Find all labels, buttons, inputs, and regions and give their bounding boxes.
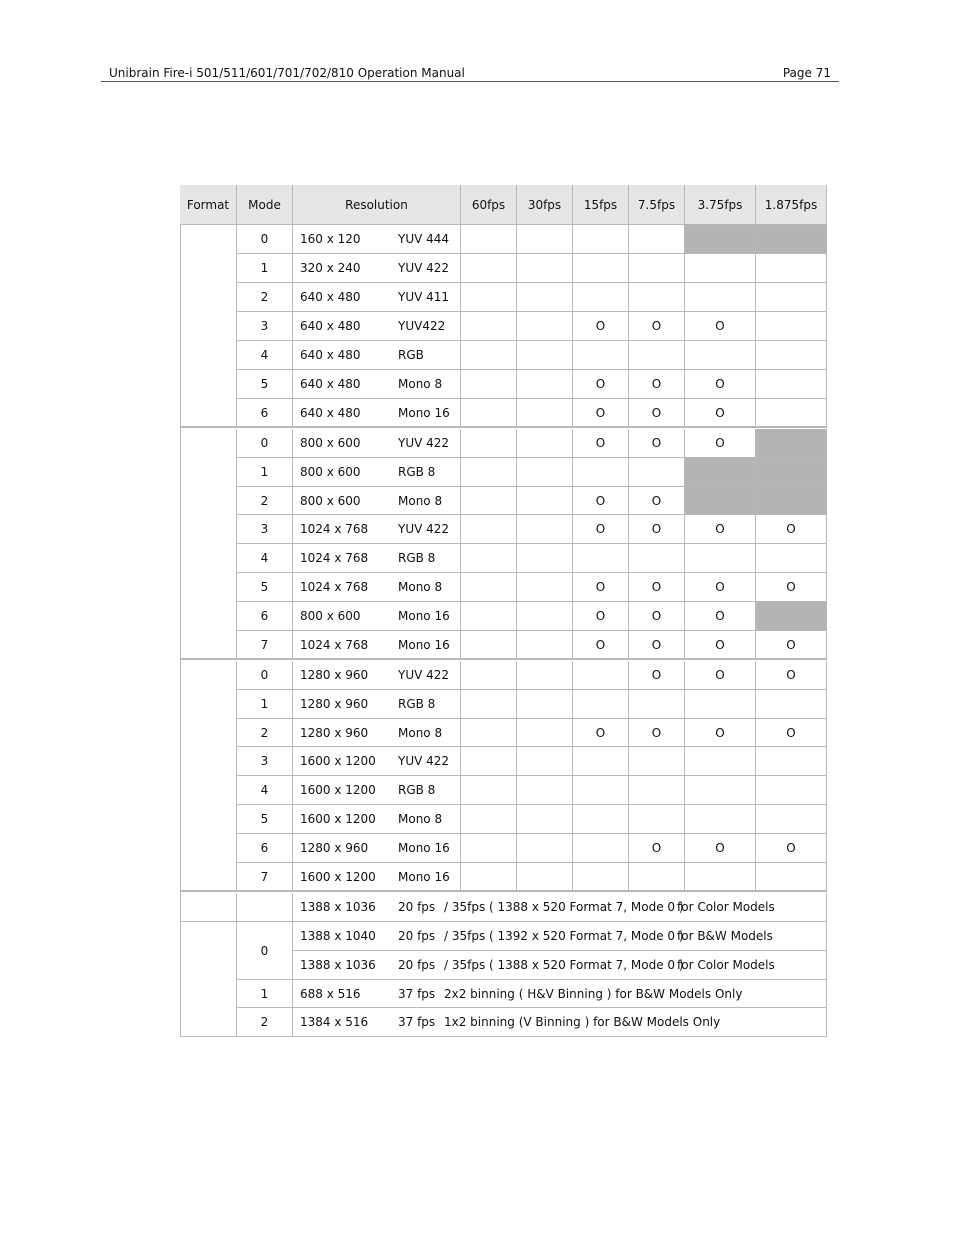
- resolution-value: 800 x 600: [300, 436, 361, 450]
- resolution-cell: [293, 573, 461, 602]
- fps-cell-1-875fps: [756, 254, 827, 283]
- fps-cell-15fps: [573, 747, 629, 776]
- fps-cell-7-5fps: [629, 458, 685, 487]
- fps-cell-1-875fps: [756, 283, 827, 312]
- mode-cell: 1: [237, 254, 293, 283]
- resolution-cell: [293, 283, 461, 312]
- fps-cell-3-75fps: O: [685, 661, 756, 690]
- fps-cell-3-75fps: [685, 747, 756, 776]
- fps-cell-7-5fps: [629, 690, 685, 719]
- column-header-format: Format: [180, 185, 237, 225]
- fps-cell-60fps: [461, 602, 517, 631]
- fps-cell-7-5fps: O: [629, 573, 685, 602]
- resolution-value: 1024 x 768: [300, 551, 369, 565]
- fps-cell-3-75fps: O: [685, 429, 756, 458]
- fps-cell-1-875fps: [756, 341, 827, 370]
- fps-cell-15fps: [573, 661, 629, 690]
- color-type: RGB 8: [398, 465, 436, 479]
- resolution-cell: [293, 661, 461, 690]
- resolution-value: 640 x 480: [300, 377, 361, 391]
- resolution-cell: [293, 834, 461, 863]
- fps-cell-7-5fps: [629, 341, 685, 370]
- resolution-value: 1388 x 1036: [300, 958, 376, 972]
- resolution-cell: [293, 370, 461, 399]
- fps-cell-1-875fps: [756, 805, 827, 834]
- color-type: YUV 444: [398, 232, 450, 246]
- fps-cell-1-875fps: [756, 863, 827, 891]
- fps-cell-7-5fps: [629, 283, 685, 312]
- format7-row: [293, 951, 827, 980]
- fps-cell-3-75fps: [685, 487, 756, 515]
- fps-cell-1-875fps: [756, 399, 827, 427]
- mode-cell: 7: [237, 863, 293, 891]
- column-header-30fps: 30fps: [517, 185, 573, 225]
- fps-cell-30fps: [517, 573, 573, 602]
- fps-cell-1-875fps: O: [756, 661, 827, 690]
- format-cell: [180, 922, 237, 1037]
- resolution-value: 1388 x 1040: [300, 929, 376, 943]
- format7-row: [293, 980, 827, 1008]
- fps-cell-60fps: [461, 487, 517, 515]
- fps-cell-30fps: [517, 225, 573, 254]
- fps-cell-1-875fps: [756, 458, 827, 487]
- fps-cell-60fps: [461, 690, 517, 719]
- fps-cell-60fps: [461, 515, 517, 544]
- fps-cell-60fps: [461, 254, 517, 283]
- fps-cell-3-75fps: [685, 458, 756, 487]
- group-divider: [180, 658, 827, 660]
- mode-cell: 6: [237, 602, 293, 631]
- fps-cell-7-5fps: [629, 225, 685, 254]
- mode-cell: 2: [237, 719, 293, 747]
- fps-cell-7-5fps: [629, 747, 685, 776]
- fps-cell-60fps: [461, 661, 517, 690]
- resolution-cell: [293, 690, 461, 719]
- mode-cell: 3: [237, 515, 293, 544]
- fps-cell-30fps: [517, 747, 573, 776]
- column-header-1-875fps: 1.875fps: [756, 185, 827, 225]
- frame-rate: 20 fps: [398, 958, 436, 972]
- column-header-3-75fps: 3.75fps: [685, 185, 756, 225]
- fps-cell-1-875fps: [756, 690, 827, 719]
- fps-cell-7-5fps: O: [629, 312, 685, 341]
- format-cell: [180, 429, 237, 659]
- fps-cell-3-75fps: O: [685, 399, 756, 427]
- mode-cell: [237, 893, 293, 922]
- fps-cell-15fps: [573, 544, 629, 573]
- color-type: Mono 8: [398, 580, 443, 594]
- fps-cell-30fps: [517, 487, 573, 515]
- fps-cell-3-75fps: O: [685, 370, 756, 399]
- fps-cell-15fps: O: [573, 602, 629, 631]
- color-type: RGB 8: [398, 697, 436, 711]
- fps-cell-15fps: [573, 776, 629, 805]
- fps-cell-3-75fps: [685, 283, 756, 312]
- mode-cell: 4: [237, 776, 293, 805]
- fps-cell-3-75fps: O: [685, 602, 756, 631]
- fps-cell-3-75fps: [685, 254, 756, 283]
- fps-cell-1-875fps: O: [756, 719, 827, 747]
- color-type: Mono 8: [398, 725, 443, 740]
- column-header-15fps: 15fps: [573, 185, 629, 225]
- fps-cell-1-875fps: O: [756, 573, 827, 602]
- fps-cell-1-875fps: [756, 312, 827, 341]
- fps-cell-1-875fps: [756, 602, 827, 631]
- fps-cell-30fps: [517, 690, 573, 719]
- group-divider: [180, 426, 827, 428]
- mode-cell: 6: [237, 399, 293, 427]
- resolution-value: 1600 x 1200: [300, 812, 376, 826]
- fps-cell-7-5fps: O: [629, 834, 685, 863]
- fps-cell-15fps: O: [573, 399, 629, 427]
- group-divider: [180, 890, 827, 892]
- resolution-cell: [293, 515, 461, 544]
- resolution-value: 1024 x 768: [300, 637, 369, 652]
- fps-cell-1-875fps: [756, 747, 827, 776]
- mode-cell: 0: [237, 661, 293, 690]
- resolution-value: 160 x 120: [300, 232, 361, 246]
- resolution-value: 1024 x 768: [300, 580, 369, 594]
- resolution-cell: [293, 747, 461, 776]
- fps-cell-3-75fps: [685, 225, 756, 254]
- mode-cell: 6: [237, 834, 293, 863]
- fps-cell-15fps: O: [573, 631, 629, 659]
- fps-cell-30fps: [517, 631, 573, 659]
- fps-cell-1-875fps: O: [756, 631, 827, 659]
- fps-cell-30fps: [517, 719, 573, 747]
- mode-note: / 35fps ( 1388 x 520 Format 7, Mode 0 ): [444, 900, 684, 914]
- color-type: Mono 16: [398, 405, 450, 420]
- resolution-value: 1280 x 960: [300, 668, 369, 682]
- fps-cell-7-5fps: [629, 254, 685, 283]
- fps-cell-30fps: [517, 515, 573, 544]
- fps-cell-60fps: [461, 776, 517, 805]
- mode-cell: 7: [237, 631, 293, 659]
- fps-cell-1-875fps: O: [756, 515, 827, 544]
- fps-cell-30fps: [517, 661, 573, 690]
- resolution-value: 640 x 480: [300, 319, 361, 333]
- fps-cell-30fps: [517, 254, 573, 283]
- fps-cell-7-5fps: O: [629, 370, 685, 399]
- fps-cell-1-875fps: O: [756, 834, 827, 863]
- color-type: Mono 8: [398, 377, 443, 391]
- mode-cell: 3: [237, 312, 293, 341]
- format-cell: [180, 893, 237, 922]
- fps-cell-7-5fps: O: [629, 487, 685, 515]
- fps-cell-7-5fps: [629, 863, 685, 891]
- color-type: YUV 422: [398, 261, 450, 275]
- mode-note: / 35fps ( 1388 x 520 Format 7, Mode 0 ): [444, 958, 684, 972]
- fps-cell-15fps: [573, 225, 629, 254]
- resolution-value: 1024 x 768: [300, 522, 369, 536]
- fps-cell-30fps: [517, 399, 573, 427]
- color-type: Mono 8: [398, 493, 443, 508]
- fps-cell-7-5fps: [629, 544, 685, 573]
- fps-cell-3-75fps: [685, 776, 756, 805]
- resolution-value: 1600 x 1200: [300, 869, 376, 884]
- mode-cell: 2: [237, 487, 293, 515]
- fps-cell-30fps: [517, 312, 573, 341]
- fps-cell-15fps: [573, 834, 629, 863]
- model-note: for B&W Models: [677, 929, 773, 943]
- resolution-cell: [293, 341, 461, 370]
- fps-cell-3-75fps: [685, 863, 756, 891]
- mode-cell: 1: [237, 458, 293, 487]
- fps-cell-3-75fps: [685, 544, 756, 573]
- fps-cell-30fps: [517, 863, 573, 891]
- color-type: RGB: [398, 348, 424, 362]
- color-type: RGB 8: [398, 783, 436, 797]
- color-type: YUV 422: [398, 754, 450, 768]
- fps-cell-7-5fps: O: [629, 719, 685, 747]
- fps-cell-15fps: O: [573, 429, 629, 458]
- mode-note: / 35fps ( 1392 x 520 Format 7, Mode 0 ): [444, 929, 684, 943]
- mode-cell: 0: [237, 225, 293, 254]
- resolution-cell: [293, 312, 461, 341]
- fps-cell-7-5fps: O: [629, 399, 685, 427]
- mode-cell: 5: [237, 370, 293, 399]
- fps-cell-7-5fps: O: [629, 602, 685, 631]
- fps-cell-30fps: [517, 370, 573, 399]
- fps-cell-30fps: [517, 834, 573, 863]
- resolution-cell: [293, 458, 461, 487]
- color-type: YUV 422: [398, 522, 450, 536]
- resolution-value: 320 x 240: [300, 261, 361, 275]
- resolution-value: 800 x 600: [300, 465, 361, 479]
- color-type: Mono 16: [398, 609, 450, 623]
- resolution-cell: [293, 399, 461, 427]
- mode-cell: 1: [237, 690, 293, 719]
- fps-cell-1-875fps: [756, 370, 827, 399]
- fps-cell-7-5fps: O: [629, 429, 685, 458]
- color-type: Mono 16: [398, 637, 450, 652]
- fps-cell-60fps: [461, 544, 517, 573]
- color-type: YUV 422: [398, 436, 450, 450]
- fps-cell-30fps: [517, 283, 573, 312]
- fps-cell-3-75fps: [685, 341, 756, 370]
- fps-cell-3-75fps: O: [685, 631, 756, 659]
- fps-cell-15fps: [573, 458, 629, 487]
- fps-cell-1-875fps: [756, 225, 827, 254]
- resolution-cell: [293, 805, 461, 834]
- fps-cell-3-75fps: O: [685, 515, 756, 544]
- fps-cell-7-5fps: O: [629, 631, 685, 659]
- mode-cell: 3: [237, 747, 293, 776]
- resolution-value: 640 x 480: [300, 348, 361, 362]
- fps-cell-15fps: [573, 283, 629, 312]
- fps-cell-30fps: [517, 458, 573, 487]
- resolution-value: 1384 x 516: [300, 1015, 369, 1029]
- column-header-60fps: 60fps: [461, 185, 517, 225]
- resolution-cell: [293, 776, 461, 805]
- fps-cell-3-75fps: O: [685, 573, 756, 602]
- fps-cell-15fps: O: [573, 312, 629, 341]
- fps-cell-60fps: [461, 399, 517, 427]
- fps-cell-3-75fps: O: [685, 312, 756, 341]
- frame-rate: 37 fps: [398, 986, 436, 1001]
- mode-cell: 1: [237, 980, 293, 1008]
- mode-cell: 2: [237, 1008, 293, 1037]
- fps-cell-3-75fps: [685, 805, 756, 834]
- resolution-value: 1388 x 1036: [300, 900, 376, 914]
- fps-cell-3-75fps: [685, 690, 756, 719]
- model-note: for Color Models: [677, 900, 775, 914]
- resolution-cell: [293, 863, 461, 891]
- fps-cell-60fps: [461, 805, 517, 834]
- color-type: YUV422: [398, 319, 446, 333]
- color-type: YUV 422: [398, 668, 450, 682]
- mode-cell: 5: [237, 805, 293, 834]
- fps-cell-15fps: [573, 690, 629, 719]
- fps-cell-60fps: [461, 573, 517, 602]
- fps-cell-15fps: [573, 805, 629, 834]
- mode-cell: 0: [237, 922, 293, 980]
- fps-cell-30fps: [517, 805, 573, 834]
- frame-rate: 20 fps: [398, 929, 436, 943]
- color-type: Mono 8: [398, 812, 443, 826]
- resolution-value: 688 x 516: [300, 986, 361, 1001]
- fps-cell-15fps: [573, 863, 629, 891]
- fps-cell-15fps: O: [573, 370, 629, 399]
- fps-cell-60fps: [461, 341, 517, 370]
- resolution-value: 1600 x 1200: [300, 783, 376, 797]
- format-cell: [180, 661, 237, 891]
- frame-rate: 20 fps: [398, 900, 436, 914]
- column-header-7-5fps: 7.5fps: [629, 185, 685, 225]
- resolution-value: 1600 x 1200: [300, 754, 376, 768]
- resolution-cell: [293, 254, 461, 283]
- format7-row: [293, 1008, 827, 1037]
- resolution-value: 1280 x 960: [300, 725, 369, 740]
- fps-cell-7-5fps: O: [629, 661, 685, 690]
- fps-cell-60fps: [461, 283, 517, 312]
- fps-cell-30fps: [517, 341, 573, 370]
- resolution-value: 640 x 480: [300, 405, 361, 420]
- fps-cell-60fps: [461, 225, 517, 254]
- resolution-cell: [293, 602, 461, 631]
- fps-cell-60fps: [461, 370, 517, 399]
- resolution-cell: [293, 544, 461, 573]
- mode-cell: 0: [237, 429, 293, 458]
- resolution-value: 800 x 600: [300, 609, 361, 623]
- fps-cell-7-5fps: [629, 776, 685, 805]
- format7-row: [293, 893, 827, 922]
- manual-title: Unibrain Fire-i 501/511/601/701/702/810 Operation Manual: [109, 66, 465, 80]
- mode-cell: 4: [237, 341, 293, 370]
- fps-cell-1-875fps: [756, 776, 827, 805]
- fps-cell-15fps: [573, 254, 629, 283]
- color-type: YUV 411: [398, 290, 450, 304]
- column-header-resolution: Resolution: [293, 185, 461, 225]
- fps-cell-3-75fps: O: [685, 719, 756, 747]
- fps-cell-60fps: [461, 458, 517, 487]
- fps-cell-60fps: [461, 863, 517, 891]
- resolution-value: 640 x 480: [300, 290, 361, 304]
- fps-cell-1-875fps: [756, 544, 827, 573]
- fps-cell-15fps: O: [573, 719, 629, 747]
- fps-cell-15fps: O: [573, 573, 629, 602]
- resolution-cell: [293, 487, 461, 515]
- color-type: Mono 16: [398, 841, 450, 855]
- fps-cell-60fps: [461, 747, 517, 776]
- mode-note: 2x2 binning ( H&V Binning ) for B&W Models Only: [444, 986, 743, 1001]
- fps-cell-30fps: [517, 776, 573, 805]
- fps-cell-3-75fps: O: [685, 834, 756, 863]
- column-header-mode: Mode: [237, 185, 293, 225]
- resolution-cell: [293, 225, 461, 254]
- fps-cell-30fps: [517, 544, 573, 573]
- fps-cell-1-875fps: [756, 487, 827, 515]
- mode-cell: 5: [237, 573, 293, 602]
- format-cell: [180, 225, 237, 427]
- fps-cell-1-875fps: [756, 429, 827, 458]
- fps-cell-7-5fps: [629, 805, 685, 834]
- mode-cell: 2: [237, 283, 293, 312]
- fps-cell-60fps: [461, 429, 517, 458]
- resolution-value: 800 x 600: [300, 493, 361, 508]
- color-type: RGB 8: [398, 551, 436, 565]
- mode-note: 1x2 binning (V Binning ) for B&W Models Only: [444, 1015, 721, 1029]
- fps-cell-15fps: [573, 341, 629, 370]
- fps-cell-15fps: O: [573, 515, 629, 544]
- color-type: Mono 16: [398, 869, 450, 884]
- fps-cell-30fps: [517, 429, 573, 458]
- fps-cell-7-5fps: O: [629, 515, 685, 544]
- model-note: for Color Models: [677, 958, 775, 972]
- frame-rate: 37 fps: [398, 1015, 436, 1029]
- resolution-cell: [293, 719, 461, 747]
- mode-cell: 4: [237, 544, 293, 573]
- fps-cell-60fps: [461, 312, 517, 341]
- resolution-value: 1280 x 960: [300, 841, 369, 855]
- resolution-cell: [293, 429, 461, 458]
- resolution-value: 1280 x 960: [300, 697, 369, 711]
- fps-cell-60fps: [461, 631, 517, 659]
- fps-cell-60fps: [461, 719, 517, 747]
- format7-row: [293, 922, 827, 951]
- fps-cell-15fps: O: [573, 487, 629, 515]
- fps-cell-30fps: [517, 602, 573, 631]
- resolution-cell: [293, 631, 461, 659]
- fps-cell-60fps: [461, 834, 517, 863]
- page-number: Page 71: [782, 66, 831, 80]
